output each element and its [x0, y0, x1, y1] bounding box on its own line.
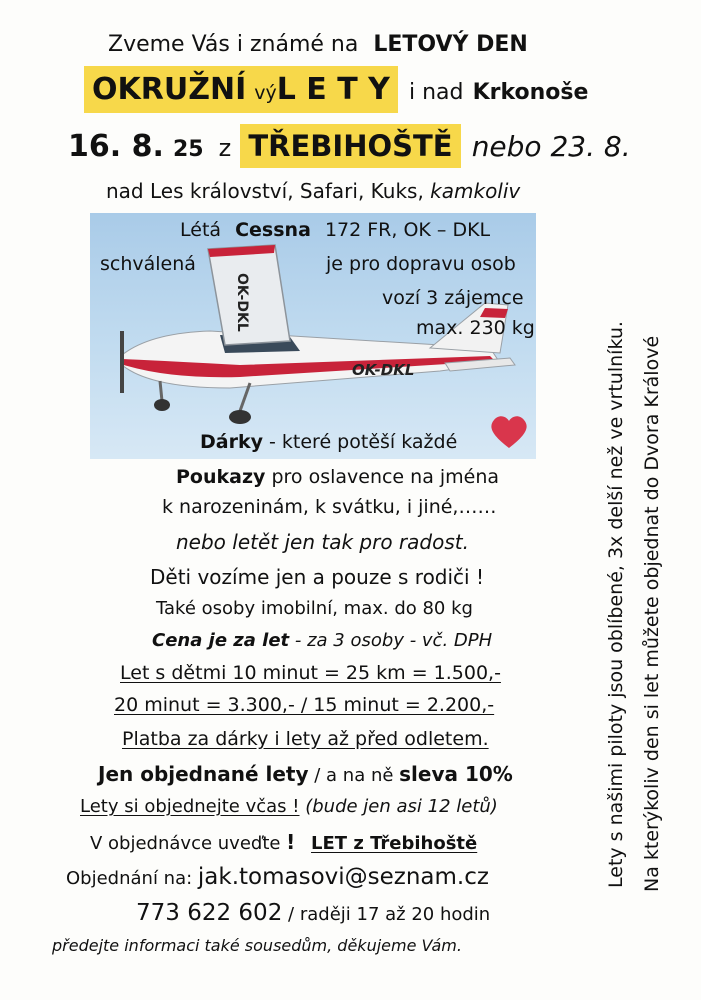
discount-label: sleva 10% — [399, 762, 513, 786]
contact-email-line: Objednání na: jak.tomasovi@seznam.cz — [66, 864, 489, 890]
price-label: Cena je za let — [152, 630, 290, 651]
price-note-line: Cena je za let - za 3 osoby - vč. DPH — [152, 630, 493, 651]
heart-icon — [491, 416, 526, 448]
aircraft-model: 172 FR, OK – DKL — [324, 219, 491, 241]
phone-number[interactable]: 773 622 602 — [136, 900, 283, 926]
main-wheel — [229, 410, 251, 424]
propeller — [120, 331, 124, 393]
nose-gear-strut — [160, 381, 162, 401]
contact-phone-line: 773 622 602 / raději 17 až 20 hodin — [136, 900, 491, 926]
headline — [84, 66, 588, 113]
price-options: 20 minut = 3.300,- / 15 minut = 2.200,- — [114, 694, 495, 716]
place-name: TŘEBIHOŠTĚ — [240, 124, 460, 168]
destinations-line — [106, 179, 520, 203]
gifts-line — [200, 431, 457, 453]
event-name: LETOVÝ DEN — [373, 32, 528, 57]
date-line — [68, 124, 631, 168]
price-children: Let s dětmi 10 minut = 25 km = 1.500,- — [120, 662, 501, 684]
nose-wheel — [154, 399, 170, 411]
airplane-photo — [90, 213, 536, 459]
from-label: z — [218, 134, 232, 162]
body-registration: OK-DKL — [352, 361, 415, 379]
event-year: 25 — [172, 137, 204, 162]
aircraft-line: Létá Cessna 172 FR, OK – DKL — [180, 219, 491, 241]
side-note-popular: Lety s našimi piloty jsou oblíbené, 3x delší než ve vrtulníku. — [605, 321, 627, 888]
side-note-booking: Na kterýkoliv den si let můžete objednat do Dvora Králové — [641, 335, 663, 892]
intro-text: Zveme Vás i známé na — [108, 32, 359, 57]
just-for-fun-line: nebo letět jen tak pro radost. — [176, 530, 469, 554]
intro-line — [108, 32, 528, 57]
vouchers-line: Poukazy pro oslavence na jména — [176, 466, 500, 488]
event-date: 16. 8. — [68, 129, 164, 164]
krkonose: Krkonoše — [472, 80, 589, 105]
wing-registration: OK-DKL — [234, 273, 250, 332]
email-address[interactable]: jak.tomasovi@seznam.cz — [197, 864, 489, 890]
gifts-label: Dárky — [200, 431, 263, 453]
aircraft-type: Cessna — [235, 219, 311, 241]
destinations: nad Les království, Safari, Kuks, — [106, 179, 424, 203]
okruzni-label: OKRUŽNÍ výL E T Y — [84, 66, 398, 113]
alternative-date: nebo 23. 8. — [471, 130, 631, 163]
order-note-line: V objednávce uveďte ! LET z Třebihoště — [90, 830, 478, 854]
children-line: Děti vozíme jen a pouze s rodiči ! — [150, 565, 484, 589]
transport-label: je pro dopravu osob — [326, 253, 516, 275]
footer-note: předejte informaci také sousedům, děkujeme Vám. — [52, 936, 462, 955]
immobile-line: Také osoby imobilní, max. do 80 kg — [156, 598, 473, 619]
gifts-text: - které potěší každé — [262, 431, 458, 453]
capacity-label: vozí 3 zájemce — [382, 287, 524, 309]
booked-flights-line: Jen objednané lety / a na ně sleva 10% — [98, 762, 513, 786]
over-label: i nad — [408, 80, 464, 105]
vouchers-label: Poukazy — [176, 466, 266, 488]
book-early-label: Lety si objednejte včas ! — [80, 796, 300, 817]
payment-note: Platba za dárky i lety až před odletem. — [122, 728, 489, 750]
occasions-line: k narozeninám, k svátku, i jiné,…… — [162, 496, 497, 518]
book-early-line: Lety si objednejte včas ! (bude jen asi 12 letů) — [80, 796, 498, 817]
order-reference: LET z Třebihoště — [311, 833, 478, 854]
anywhere: kamkoliv — [430, 179, 521, 203]
approved-label: schválená — [100, 253, 196, 275]
max-weight-label: max. 230 kg — [416, 317, 535, 339]
booked-flights-label: Jen objednané lety — [98, 762, 309, 786]
